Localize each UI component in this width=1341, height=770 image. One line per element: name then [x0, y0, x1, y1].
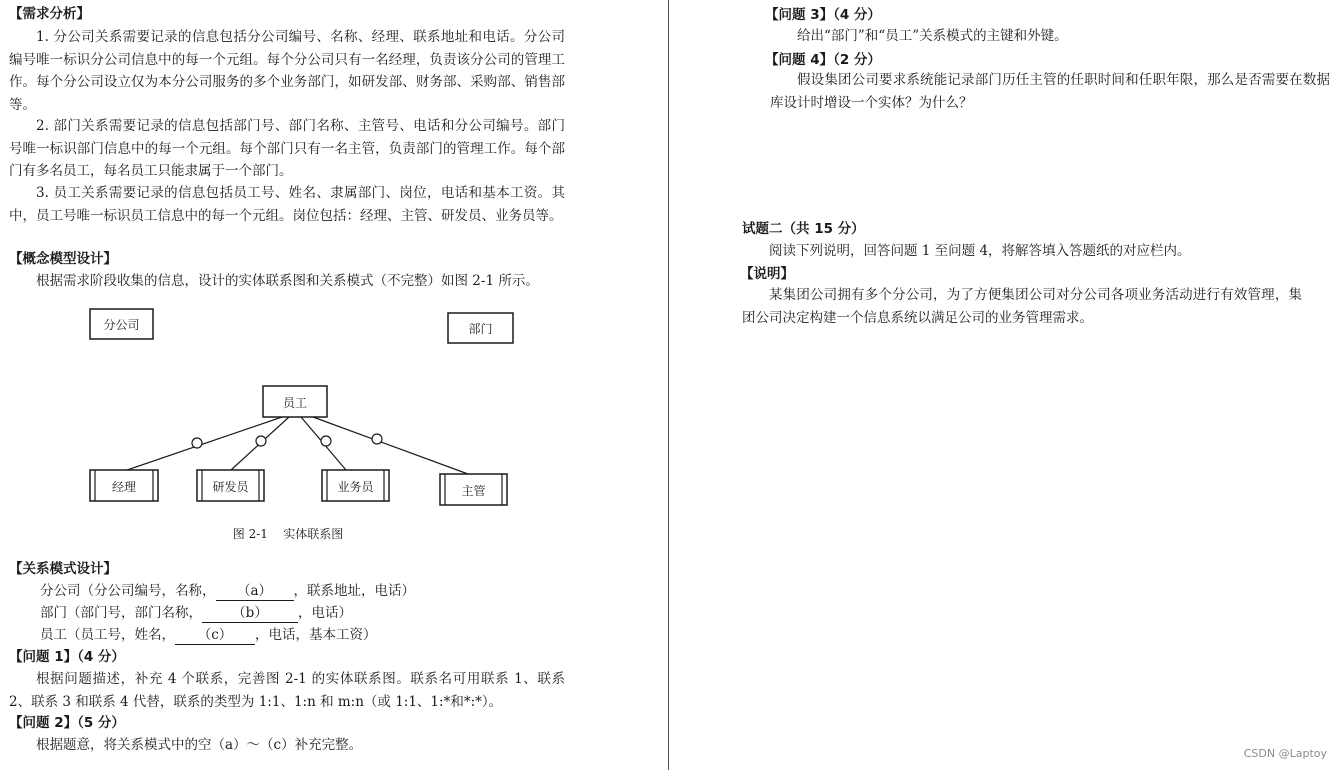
heading-question-4: 【问题 4】（2 分） — [765, 52, 881, 68]
description-text: 某集团公司拥有多个分公司，为了方便集团公司对分公司各项业务活动进行有效管理，集团公司决定构建一个信息系统以满足公司的业务管理需求。 — [742, 287, 1302, 326]
relation-dept-post: ，电话） — [298, 605, 352, 621]
concept-text: 根据需求阶段收集的信息，设计的实体联系图和关系模式（不完整）如图 2-1 所示。 — [36, 273, 539, 289]
entity-manager-label: 经理 — [111, 480, 137, 494]
relation-dept-pre: 部门（部门号，部门名称， — [40, 605, 202, 621]
entity-branch-label: 分公司 — [103, 318, 140, 332]
relation-employee — [40, 624, 377, 646]
heading-question-1: 【问题 1】（4 分） — [9, 649, 125, 665]
blank-b: （b） — [202, 605, 298, 623]
watermark: CSDN @Laptoy — [1243, 747, 1327, 760]
entity-salesman-label: 业务员 — [337, 480, 374, 494]
line-employee-supervisor — [313, 417, 468, 474]
heading-description: 【说明】 — [740, 266, 794, 282]
heading-exam-2: 试题二（共 15 分） — [742, 221, 865, 237]
page-divider — [668, 0, 669, 770]
er-diagram — [0, 0, 668, 550]
relation-employee-pre: 员工（员工号，姓名， — [40, 627, 175, 643]
question-3-text: 给出“部门”和“员工”关系模式的主键和外键。 — [797, 28, 1068, 44]
figure-caption: 图 2-1 实体联系图 — [232, 527, 344, 541]
heading-question-2: 【问题 2】（5 分） — [9, 715, 125, 731]
requirement-3: 3. 员工关系需要记录的信息包括员工号、姓名、隶属部门、岗位，电话和基本工资。其中，员工号唯一标识员工信息中的每一个元组。岗位包括：经理、主管、研发员、业务员等。 — [9, 185, 565, 224]
connector-salesman-circle — [321, 436, 331, 446]
heading-concept-design: 【概念模型设计】 — [9, 251, 117, 267]
entity-supervisor-label: 主管 — [461, 484, 486, 498]
relation-dept — [40, 602, 352, 624]
blank-c: （c） — [175, 627, 255, 645]
question-1-text: 根据问题描述，补充 4 个联系，完善图 2-1 的实体联系图。联系名可用联系 1、联系 2、联系 3 和联系 4 代替，联系的类型为 1:1、1:n 和 m:n（或 1:1、1:*和*:*）。 — [9, 671, 565, 710]
relation-branch — [40, 580, 415, 602]
relation-branch-pre: 分公司（分公司编号，名称， — [40, 583, 216, 599]
connector-developer-circle — [256, 436, 266, 446]
requirement-2: 2. 部门关系需要记录的信息包括部门号、部门名称、主管号、电话和分公司编号。部门号唯一标识部门信息中的每一个元组。每个部门只有一名主管，负责部门的管理工作。每个部门有多名员工，每名员工只能隶属于一个部门。 — [9, 118, 565, 179]
connector-manager-circle — [192, 438, 202, 448]
requirement-1: 1. 分公司关系需要记录的信息包括分公司编号、名称、经理、联系地址和电话。分公司编号唯一标识分公司信息中的每一个元组。每个分公司只有一名经理，负责该分公司的管理工作。每个分公司设立仅为本分公司服务的多个业务部门，如研发部、财务部、采购部、销售部等。 — [9, 29, 565, 113]
entity-developer-label: 研发员 — [212, 480, 249, 494]
relation-branch-post: ，联系地址，电话） — [293, 583, 415, 599]
question-4-text: 假设集团公司要求系统能记录部门历任主管的任职时间和任职年限，那么是否需要在数据库设计时增设一个实体？为什么？ — [770, 72, 1330, 111]
exam-2-instructions: 阅读下列说明，回答问题 1 至问题 4，将解答填入答题纸的对应栏内。 — [769, 243, 1191, 259]
question-2-text: 根据题意，将关系模式中的空（a）～（c）补充完整。 — [36, 737, 363, 753]
relation-employee-post: ，电话，基本工资） — [255, 627, 377, 643]
heading-requirements: 【需求分析】 — [9, 6, 90, 22]
heading-question-3: 【问题 3】（4 分） — [765, 7, 881, 23]
entity-employee-label: 员工 — [282, 396, 308, 410]
connector-supervisor-circle — [372, 434, 382, 444]
blank-a: （a） — [216, 583, 294, 601]
heading-relational-design: 【关系模式设计】 — [9, 561, 117, 577]
entity-dept-label: 部门 — [468, 322, 493, 336]
